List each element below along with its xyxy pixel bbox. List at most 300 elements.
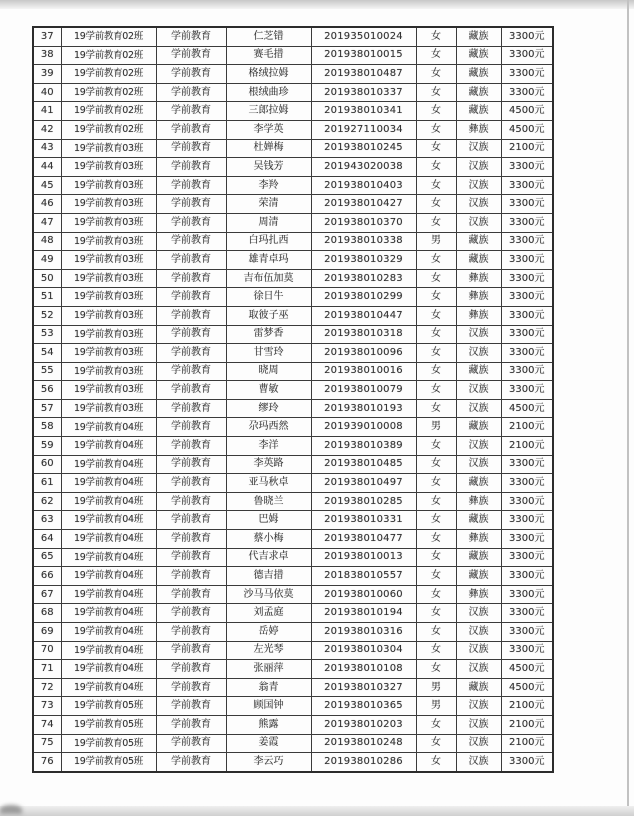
cell-ethnicity: 汉族 [456, 381, 501, 400]
cell-name: 翁青 [226, 678, 311, 697]
cell-amount: 4500元 [501, 399, 553, 418]
cell-ethnicity: 汉族 [456, 437, 501, 456]
cell-serial: 53 [33, 325, 61, 344]
table-row [33, 120, 553, 139]
cell-student-id: 201938010304 [311, 641, 416, 660]
cell-amount: 3300元 [501, 492, 553, 511]
cell-ethnicity: 汉族 [456, 195, 501, 214]
cell-name: 德吉措 [226, 567, 311, 586]
table-row [33, 530, 553, 549]
cell-ethnicity: 汉族 [456, 344, 501, 363]
cell-class: 19学前教育02班 [61, 120, 156, 139]
cell-major: 学前教育 [156, 585, 226, 604]
cell-serial: 65 [33, 548, 61, 567]
cell-major: 学前教育 [156, 641, 226, 660]
cell-serial: 48 [33, 232, 61, 251]
cell-student-id: 201938010389 [311, 437, 416, 456]
cell-major: 学前教育 [156, 46, 226, 65]
table-row [33, 65, 553, 84]
cell-major: 学前教育 [156, 306, 226, 325]
cell-name: 杜婵梅 [226, 139, 311, 158]
cell-amount: 4500元 [501, 660, 553, 679]
cell-major: 学前教育 [156, 660, 226, 679]
cell-gender: 男 [416, 678, 456, 697]
cell-major: 学前教育 [156, 715, 226, 734]
cell-name: 李云巧 [226, 753, 311, 772]
cell-amount: 3300元 [501, 176, 553, 195]
cell-amount: 4500元 [501, 120, 553, 139]
cell-name: 鲁晓兰 [226, 492, 311, 511]
table-row [33, 232, 553, 251]
cell-class: 19学前教育04班 [61, 455, 156, 474]
cell-class: 19学前教育03班 [61, 213, 156, 232]
cell-class: 19学前教育05班 [61, 734, 156, 753]
roster-table-body [33, 27, 553, 772]
cell-ethnicity: 彝族 [456, 585, 501, 604]
cell-ethnicity: 藏族 [456, 46, 501, 65]
cell-student-id: 201938010203 [311, 715, 416, 734]
cell-amount: 3300元 [501, 548, 553, 567]
cell-major: 学前教育 [156, 567, 226, 586]
cell-student-id: 201938010329 [311, 251, 416, 270]
cell-major: 学前教育 [156, 251, 226, 270]
cell-gender: 女 [416, 27, 456, 46]
cell-class: 19学前教育04班 [61, 567, 156, 586]
cell-serial: 73 [33, 697, 61, 716]
cell-gender: 男 [416, 418, 456, 437]
cell-serial: 40 [33, 83, 61, 102]
cell-class: 19学前教育04班 [61, 548, 156, 567]
cell-gender: 女 [416, 492, 456, 511]
cell-student-id: 201938010487 [311, 65, 416, 84]
cell-amount: 4500元 [501, 102, 553, 121]
cell-name: 沙马马依莫 [226, 585, 311, 604]
cell-gender: 女 [416, 251, 456, 270]
cell-amount: 3300元 [501, 232, 553, 251]
cell-amount: 3300元 [501, 65, 553, 84]
cell-student-id: 201943020038 [311, 158, 416, 177]
cell-class: 19学前教育04班 [61, 418, 156, 437]
cell-name: 李洋 [226, 437, 311, 456]
cell-major: 学前教育 [156, 437, 226, 456]
table-row [33, 269, 553, 288]
cell-major: 学前教育 [156, 176, 226, 195]
cell-amount: 2100元 [501, 715, 553, 734]
cell-ethnicity: 藏族 [456, 474, 501, 493]
cell-ethnicity: 藏族 [456, 418, 501, 437]
cell-serial: 66 [33, 567, 61, 586]
cell-class: 19学前教育02班 [61, 102, 156, 121]
cell-ethnicity: 汉族 [456, 399, 501, 418]
cell-amount: 3300元 [501, 623, 553, 642]
cell-student-id: 201938010337 [311, 83, 416, 102]
table-row [33, 567, 553, 586]
table-row [33, 474, 553, 493]
cell-serial: 71 [33, 660, 61, 679]
cell-gender: 女 [416, 306, 456, 325]
page-top-edge [0, 0, 634, 9]
cell-student-id: 201927110034 [311, 120, 416, 139]
cell-student-id: 201938010338 [311, 232, 416, 251]
cell-major: 学前教育 [156, 678, 226, 697]
cell-class: 19学前教育04班 [61, 492, 156, 511]
cell-amount: 3300元 [501, 511, 553, 530]
cell-amount: 3300元 [501, 381, 553, 400]
cell-class: 19学前教育05班 [61, 697, 156, 716]
cell-serial: 45 [33, 176, 61, 195]
cell-serial: 62 [33, 492, 61, 511]
cell-student-id: 201938010331 [311, 511, 416, 530]
cell-ethnicity: 藏族 [456, 362, 501, 381]
cell-serial: 43 [33, 139, 61, 158]
cell-major: 学前教育 [156, 139, 226, 158]
table-row [33, 344, 553, 363]
cell-class: 19学前教育04班 [61, 660, 156, 679]
table-row [33, 623, 553, 642]
cell-student-id: 201938010285 [311, 492, 416, 511]
cell-amount: 3300元 [501, 641, 553, 660]
cell-class: 19学前教育03班 [61, 232, 156, 251]
cell-name: 刘孟庭 [226, 604, 311, 623]
cell-amount: 3300元 [501, 251, 553, 270]
cell-major: 学前教育 [156, 697, 226, 716]
table-row [33, 418, 553, 437]
cell-gender: 女 [416, 641, 456, 660]
cell-major: 学前教育 [156, 381, 226, 400]
cell-gender: 女 [416, 604, 456, 623]
cell-class: 19学前教育03班 [61, 269, 156, 288]
table-row [33, 715, 553, 734]
cell-class: 19学前教育03班 [61, 288, 156, 307]
cell-serial: 41 [33, 102, 61, 121]
cell-ethnicity: 藏族 [456, 678, 501, 697]
cell-gender: 女 [416, 511, 456, 530]
table-row [33, 585, 553, 604]
cell-major: 学前教育 [156, 418, 226, 437]
cell-name: 熊露 [226, 715, 311, 734]
cell-amount: 2100元 [501, 437, 553, 456]
cell-class: 19学前教育05班 [61, 753, 156, 772]
cell-student-id: 201935010024 [311, 27, 416, 46]
cell-ethnicity: 彝族 [456, 120, 501, 139]
table-row [33, 660, 553, 679]
cell-gender: 女 [416, 437, 456, 456]
cell-major: 学前教育 [156, 492, 226, 511]
cell-major: 学前教育 [156, 623, 226, 642]
table-row [33, 437, 553, 456]
cell-class: 19学前教育04班 [61, 678, 156, 697]
cell-serial: 51 [33, 288, 61, 307]
cell-serial: 69 [33, 623, 61, 642]
cell-amount: 4500元 [501, 678, 553, 697]
cell-class: 19学前教育03班 [61, 176, 156, 195]
cell-gender: 女 [416, 325, 456, 344]
cell-ethnicity: 汉族 [456, 158, 501, 177]
cell-major: 学前教育 [156, 65, 226, 84]
cell-amount: 3300元 [501, 325, 553, 344]
cell-serial: 44 [33, 158, 61, 177]
cell-ethnicity: 汉族 [456, 455, 501, 474]
table-row [33, 158, 553, 177]
cell-serial: 64 [33, 530, 61, 549]
cell-student-id: 201938010194 [311, 604, 416, 623]
cell-name: 李羚 [226, 176, 311, 195]
cell-name: 徐日牛 [226, 288, 311, 307]
cell-major: 学前教育 [156, 213, 226, 232]
cell-name: 亚马秋卓 [226, 474, 311, 493]
cell-major: 学前教育 [156, 120, 226, 139]
cell-gender: 女 [416, 474, 456, 493]
cell-name: 晓周 [226, 362, 311, 381]
cell-student-id: 201938010015 [311, 46, 416, 65]
cell-serial: 70 [33, 641, 61, 660]
cell-class: 19学前教育02班 [61, 83, 156, 102]
cell-name: 吉布伍加莫 [226, 269, 311, 288]
cell-major: 学前教育 [156, 27, 226, 46]
cell-amount: 3300元 [501, 158, 553, 177]
cell-name: 荣清 [226, 195, 311, 214]
table-row [33, 362, 553, 381]
cell-student-id: 201938010079 [311, 381, 416, 400]
cell-gender: 女 [416, 734, 456, 753]
table-row [33, 511, 553, 530]
cell-major: 学前教育 [156, 288, 226, 307]
cell-name: 缪玲 [226, 399, 311, 418]
cell-serial: 56 [33, 381, 61, 400]
cell-serial: 38 [33, 46, 61, 65]
cell-amount: 3300元 [501, 27, 553, 46]
cell-student-id: 201938010403 [311, 176, 416, 195]
cell-ethnicity: 汉族 [456, 660, 501, 679]
cell-class: 19学前教育04班 [61, 585, 156, 604]
cell-serial: 68 [33, 604, 61, 623]
cell-amount: 3300元 [501, 269, 553, 288]
cell-gender: 女 [416, 195, 456, 214]
cell-student-id: 201938010013 [311, 548, 416, 567]
cell-serial: 61 [33, 474, 61, 493]
cell-student-id: 201938010327 [311, 678, 416, 697]
table-row [33, 548, 553, 567]
cell-gender: 女 [416, 139, 456, 158]
cell-ethnicity: 汉族 [456, 753, 501, 772]
cell-major: 学前教育 [156, 511, 226, 530]
cell-ethnicity: 藏族 [456, 232, 501, 251]
cell-class: 19学前教育03班 [61, 381, 156, 400]
cell-ethnicity: 汉族 [456, 213, 501, 232]
cell-gender: 女 [416, 455, 456, 474]
cell-class: 19学前教育03班 [61, 139, 156, 158]
cell-student-id: 201938010060 [311, 585, 416, 604]
cell-ethnicity: 汉族 [456, 176, 501, 195]
cell-ethnicity: 彝族 [456, 530, 501, 549]
cell-amount: 3300元 [501, 530, 553, 549]
cell-class: 19学前教育04班 [61, 437, 156, 456]
cell-name: 雄青卓玛 [226, 251, 311, 270]
cell-student-id: 201938010341 [311, 102, 416, 121]
cell-serial: 47 [33, 213, 61, 232]
cell-amount: 3300元 [501, 195, 553, 214]
cell-ethnicity: 藏族 [456, 65, 501, 84]
cell-class: 19学前教育02班 [61, 46, 156, 65]
cell-serial: 57 [33, 399, 61, 418]
cell-name: 巴姆 [226, 511, 311, 530]
cell-ethnicity: 藏族 [456, 251, 501, 270]
cell-major: 学前教育 [156, 325, 226, 344]
cell-student-id: 201938010427 [311, 195, 416, 214]
cell-gender: 女 [416, 176, 456, 195]
table-row [33, 381, 553, 400]
cell-ethnicity: 藏族 [456, 27, 501, 46]
cell-name: 姜霞 [226, 734, 311, 753]
cell-major: 学前教育 [156, 232, 226, 251]
student-roster-table [32, 26, 554, 773]
cell-amount: 3300元 [501, 455, 553, 474]
cell-serial: 42 [33, 120, 61, 139]
table-row [33, 604, 553, 623]
cell-major: 学前教育 [156, 344, 226, 363]
cell-class: 19学前教育03班 [61, 362, 156, 381]
cell-gender: 女 [416, 46, 456, 65]
cell-gender: 女 [416, 120, 456, 139]
cell-serial: 39 [33, 65, 61, 84]
cell-name: 雷梦香 [226, 325, 311, 344]
cell-class: 19学前教育05班 [61, 715, 156, 734]
cell-serial: 67 [33, 585, 61, 604]
cell-amount: 3300元 [501, 567, 553, 586]
cell-class: 19学前教育03班 [61, 306, 156, 325]
cell-amount: 3300元 [501, 344, 553, 363]
table-row [33, 734, 553, 753]
cell-gender: 女 [416, 381, 456, 400]
cell-class: 19学前教育03班 [61, 158, 156, 177]
cell-major: 学前教育 [156, 362, 226, 381]
cell-major: 学前教育 [156, 604, 226, 623]
cell-serial: 49 [33, 251, 61, 270]
cell-ethnicity: 彝族 [456, 288, 501, 307]
cell-amount: 3300元 [501, 213, 553, 232]
cell-student-id: 201938010096 [311, 344, 416, 363]
cell-name: 代吉求卓 [226, 548, 311, 567]
cell-amount: 2100元 [501, 139, 553, 158]
cell-class: 19学前教育03班 [61, 344, 156, 363]
cell-name: 张丽萍 [226, 660, 311, 679]
cell-student-id: 201938010108 [311, 660, 416, 679]
cell-ethnicity: 汉族 [456, 715, 501, 734]
cell-name: 甘雪玲 [226, 344, 311, 363]
cell-class: 19学前教育04班 [61, 604, 156, 623]
cell-serial: 58 [33, 418, 61, 437]
cell-ethnicity: 藏族 [456, 83, 501, 102]
cell-student-id: 201938010299 [311, 288, 416, 307]
cell-student-id: 201838010557 [311, 567, 416, 586]
cell-student-id: 201938010283 [311, 269, 416, 288]
table-row [33, 195, 553, 214]
table-row [33, 753, 553, 772]
table-row [33, 251, 553, 270]
cell-gender: 男 [416, 232, 456, 251]
cell-amount: 3300元 [501, 83, 553, 102]
cell-amount: 3300元 [501, 585, 553, 604]
cell-serial: 59 [33, 437, 61, 456]
cell-serial: 46 [33, 195, 61, 214]
cell-class: 19学前教育04班 [61, 641, 156, 660]
cell-ethnicity: 彝族 [456, 269, 501, 288]
page-corner-smudge [0, 805, 22, 814]
cell-student-id: 201938010245 [311, 139, 416, 158]
cell-major: 学前教育 [156, 195, 226, 214]
table-row [33, 306, 553, 325]
cell-student-id: 201938010286 [311, 753, 416, 772]
cell-class: 19学前教育02班 [61, 65, 156, 84]
cell-gender: 女 [416, 83, 456, 102]
cell-class: 19学前教育03班 [61, 325, 156, 344]
cell-name: 白玛扎西 [226, 232, 311, 251]
table-row [33, 176, 553, 195]
cell-name: 赛毛措 [226, 46, 311, 65]
cell-major: 学前教育 [156, 102, 226, 121]
cell-student-id: 201938010477 [311, 530, 416, 549]
cell-class: 19学前教育04班 [61, 623, 156, 642]
cell-student-id: 201938010485 [311, 455, 416, 474]
cell-gender: 女 [416, 65, 456, 84]
cell-student-id: 201938010370 [311, 213, 416, 232]
cell-name: 吴钱芳 [226, 158, 311, 177]
cell-serial: 60 [33, 455, 61, 474]
page-right-edge [627, 0, 629, 816]
cell-serial: 55 [33, 362, 61, 381]
cell-gender: 女 [416, 362, 456, 381]
cell-major: 学前教育 [156, 530, 226, 549]
table-row [33, 46, 553, 65]
cell-name: 取彼子巫 [226, 306, 311, 325]
cell-ethnicity: 藏族 [456, 548, 501, 567]
cell-ethnicity: 藏族 [456, 567, 501, 586]
table-row [33, 492, 553, 511]
cell-student-id: 201938010316 [311, 623, 416, 642]
cell-gender: 女 [416, 660, 456, 679]
table-row [33, 83, 553, 102]
cell-class: 19学前教育03班 [61, 195, 156, 214]
cell-amount: 2100元 [501, 697, 553, 716]
table-row [33, 325, 553, 344]
cell-student-id: 201938010318 [311, 325, 416, 344]
cell-major: 学前教育 [156, 455, 226, 474]
cell-amount: 3300元 [501, 753, 553, 772]
cell-major: 学前教育 [156, 83, 226, 102]
cell-gender: 女 [416, 623, 456, 642]
cell-name: 左光琴 [226, 641, 311, 660]
cell-name: 三郎拉姆 [226, 102, 311, 121]
cell-serial: 76 [33, 753, 61, 772]
cell-amount: 2100元 [501, 418, 553, 437]
cell-gender: 男 [416, 697, 456, 716]
cell-name: 李英路 [226, 455, 311, 474]
cell-class: 19学前教育04班 [61, 530, 156, 549]
cell-ethnicity: 汉族 [456, 604, 501, 623]
cell-amount: 3300元 [501, 474, 553, 493]
table-row [33, 697, 553, 716]
cell-class: 19学前教育04班 [61, 511, 156, 530]
cell-ethnicity: 汉族 [456, 325, 501, 344]
cell-amount: 3300元 [501, 604, 553, 623]
cell-serial: 63 [33, 511, 61, 530]
cell-student-id: 201938010447 [311, 306, 416, 325]
cell-class: 19学前教育02班 [61, 27, 156, 46]
cell-serial: 72 [33, 678, 61, 697]
cell-gender: 女 [416, 715, 456, 734]
cell-amount: 3300元 [501, 306, 553, 325]
cell-gender: 女 [416, 102, 456, 121]
